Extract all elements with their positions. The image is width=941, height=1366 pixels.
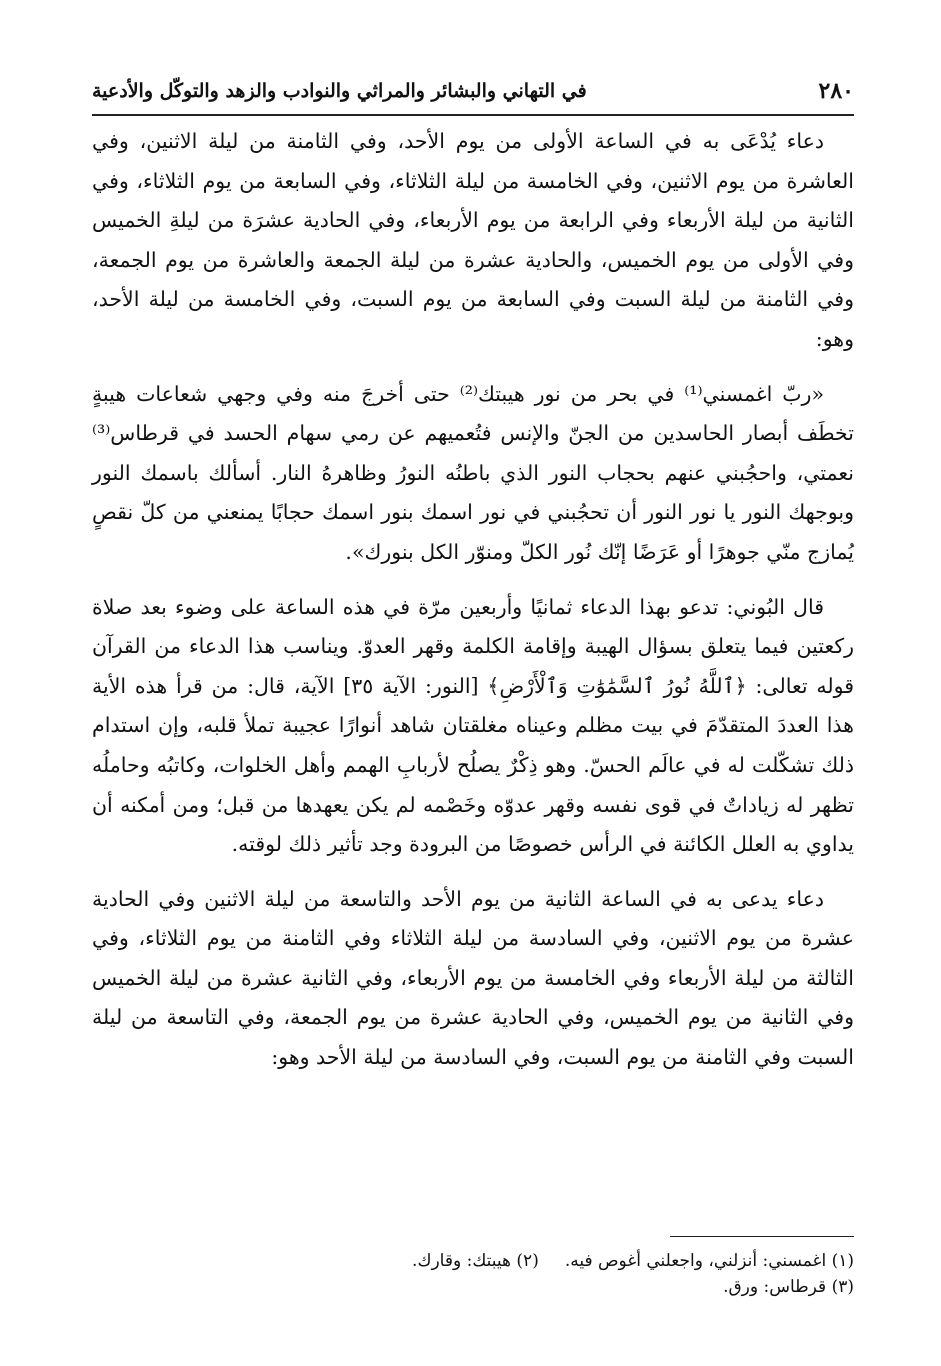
paragraph-prayer-1-intro: دعاء يُدْعَى به في الساعة الأولى من يوم الأحد، وفي الثامنة من ليلة الاثنين، وفي العاشرة من يوم الاثنين، وفي الخامسة من ليلة الثلاثاء، وفي السابعة من يوم الثلاثاء، وفي الثانية من ليلة الأربعاء وفي الرابعة من يوم الأربعاء، وفي الحادية عشرَة من ليلةِ الخميس وفي الأولى من يوم الخميس، والحادية عشرة من ليلة الجمعة والعاشرة من يوم الجمعة، وفي الثامنة من ليلة السبت وفي السابعة من يوم السبت، وفي الخامسة من ليلة الأحد، وهو: xyxy=(92,129,854,351)
footnote-row xyxy=(92,1248,854,1274)
footnote-2: (٢) هيبتك: وقارك. xyxy=(412,1251,539,1271)
footnote-1: (١) اغمسني: أنزلني، واجعلني أغوص فيه. xyxy=(564,1251,854,1271)
footnotes xyxy=(92,1248,854,1300)
paragraph-prayer-2-intro: دعاء يدعى به في الساعة الثانية من يوم الأحد والتاسعة من ليلة الاثنين وفي الحادية عشرة من يوم الاثنين، وفي السادسة من ليلة الثلاثاء وفي الثامنة من يوم الثلاثاء، وفي الثالثة من ليلة الأربعاء وفي الخامسة من يوم الأربعاء، وفي الثانية عشرة من ليلة الخميس وفي الثانية من يوم الخميس، وفي الحادية عشرة من يوم الجمعة، وفي التاسعة من ليلة السبت وفي الثامنة من يوم السبت، وفي السادسة من ليلة الأحد وهو: xyxy=(92,886,854,1070)
footnote-row xyxy=(92,1274,854,1300)
running-header xyxy=(92,70,854,112)
page-number: ٢٨٠ xyxy=(818,78,854,104)
footnote-divider xyxy=(670,1236,854,1237)
running-title: في التهاني والبشائر والمراثي والنوادب والزهد والتوكّل والأدعية xyxy=(92,80,587,102)
header-divider xyxy=(92,114,854,116)
main-text xyxy=(92,122,854,1093)
paragraph-commentary: قال البُوني: تدعو بهذا الدعاء ثمانيًا وأربعين مرّة في هذه الساعة على وضوء بعد صلاة ركعتين فيما يتعلق بسؤال الهيبة وإقامة الكلمة وقهر العدوّ. ويناسب هذا الدعاء من القرآن قوله تعالى: ﴿ٱللَّهُ نُورُ ٱلسَّمَٰوَٰتِ وَٱلْأَرْضِ﴾ [النور: الآية ٣٥] الآية، قال: من قرأ هذه الأية هذا العددَ المتقدّمَ في بيت مظلم وعيناه مغلقتان شاهد أنوارًا عجيبة تملأ قلبه، وإن استدام ذلك تشكّلت له في عالَم الحسّ. وهو ذِكْرٌ يصلُح لأربابِ الهمم وأهل الخلوات، وكاتبُه وحاملُه تظهر له زياداتٌ في قوى نفسه وقهر عدوّه وخَصْمه لم يكن يعهدها من قبل؛ ومن أمكنه أن يداوي به العلل الكائنة في الرأس خصوصًا من البرودة وجد تأثير ذلك لوقته. xyxy=(92,594,854,857)
paragraph-prayer-1-text: «ربّ اغمسني⁽¹⁾ في بحر من نور هيبتك⁽²⁾ حتى أخرجَ منه وفي وجهي شعاعات هيبةٍ تخطَف أبصار الحاسدين من الجنّ والإنس فتُعميهم عن رمي سهام الحسد في قرطاس⁽³⁾ نعمتي، واحجُبني عنهم بحجاب النور الذي باطنُه النورُ وظاهرهُ النار. أسألك باسمك النور وبوجهك النور يا نور النور أن تحجُبني في نور اسمك بنور اسمك حجابًا يمنعني من كلّ نقصٍ يُمازج منّي جوهرًا أو عَرَضًا إنّك نُور الكلّ ومنوّر الكل بنورك». xyxy=(92,381,854,564)
footnote-3: (٣) قرطاس: ورق. xyxy=(723,1277,854,1297)
